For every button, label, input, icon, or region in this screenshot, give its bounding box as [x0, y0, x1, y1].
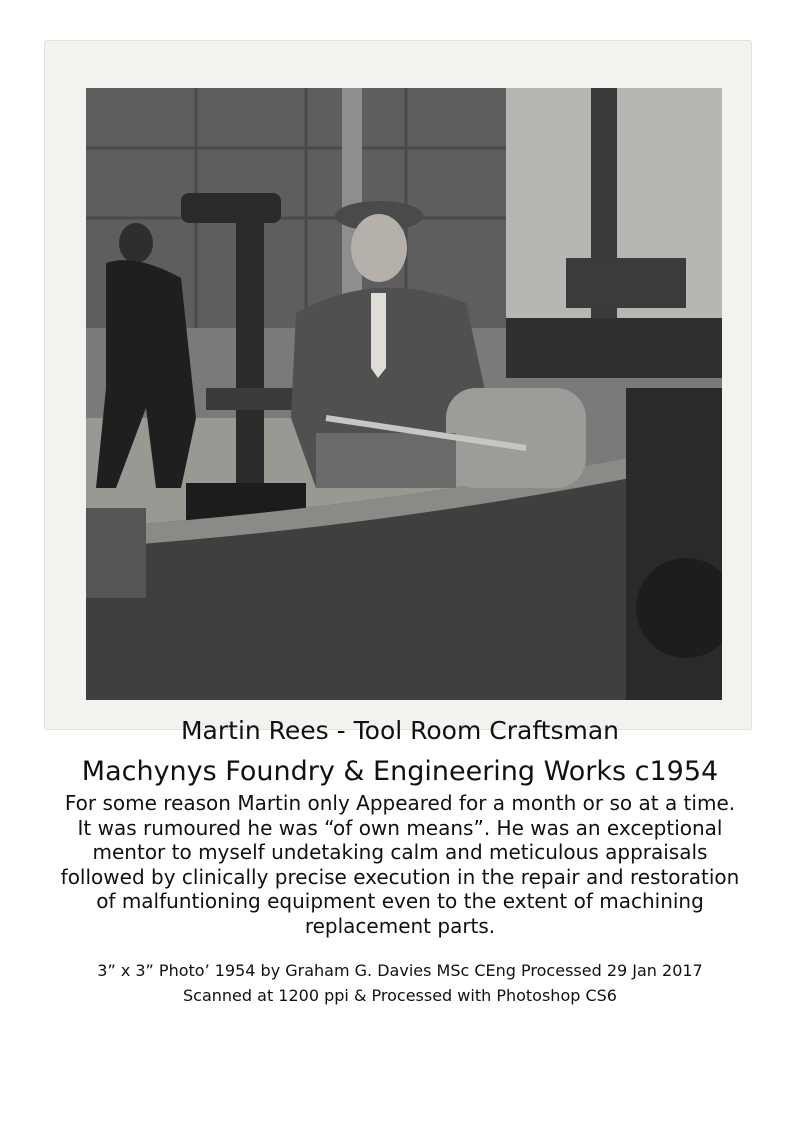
caption-subtitle: Machynys Foundry & Engineering Works c1954 — [81, 756, 719, 787]
caption-paragraph — [20, 791, 780, 938]
paragraph-line: of malfuntioning equipment even to the extent of machining — [96, 889, 704, 913]
paragraph-line: For some reason Martin only Appeared for a month or so at a time. — [64, 791, 736, 815]
paragraph-line: It was rumoured he was “of own means”. He was an exceptional — [77, 815, 723, 840]
paragraph-line: replacement parts. — [304, 913, 496, 938]
scan-note: Scanned at 1200 ppi & Processed with Photoshop CS6 — [183, 986, 617, 1005]
workshop-photo — [86, 88, 722, 700]
paragraph-line: mentor to myself undetaking calm and meticulous appraisals — [92, 840, 708, 864]
caption-title: Martin Rees - Tool Room Craftsman — [180, 716, 620, 745]
paragraph-line: followed by clinically precise execution in the repair and restoration — [60, 864, 740, 889]
photo-credit: 3” x 3” Photo’ 1954 by Graham G. Davies MSc CEng Processed 29 Jan 2017 — [97, 961, 703, 980]
